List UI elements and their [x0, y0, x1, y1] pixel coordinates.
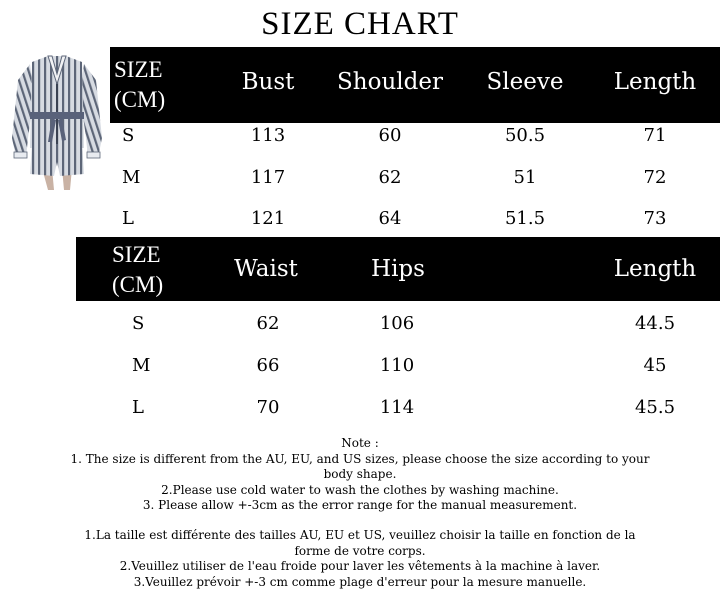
value-cell: 106	[379, 313, 415, 334]
value-cell: 64	[378, 208, 402, 229]
size-label-line2: (CM)	[112, 272, 164, 297]
size-chart-bottom-table	[76, 237, 720, 427]
header-sleeve: Sleeve	[486, 69, 564, 95]
value-cell: 51.5	[504, 208, 546, 229]
size-cell: M	[122, 167, 141, 188]
table-header	[76, 237, 720, 301]
value-cell: 117	[250, 167, 286, 188]
value-cell: 121	[250, 208, 286, 229]
notes-english	[0, 436, 720, 514]
notes-french	[0, 528, 720, 590]
value-cell: 113	[250, 125, 286, 146]
header-hips: Hips	[371, 256, 425, 282]
value-cell: 70	[256, 397, 280, 418]
note-line: forme de votre corps.	[294, 543, 426, 558]
note-line: 3. Please allow +-3cm as the error range for the manual measurement.	[142, 498, 578, 512]
note-line: 1.La taille est différente des tailles AU, EU et US, veuillez choisir la taille en fonction de la	[84, 528, 636, 542]
header-bust: Bust	[241, 69, 295, 95]
value-cell: 51	[513, 167, 537, 188]
value-cell: 50.5	[504, 125, 546, 146]
note-line: 1. The size is different from the AU, EU, and US sizes, please choose the size according to your	[70, 451, 650, 466]
note-line: body shape.	[323, 467, 397, 481]
table-header	[110, 47, 720, 123]
size-cell: L	[132, 397, 144, 418]
note-line: 2.Veuillez utiliser de l'eau froide pour laver les vêtements à la machine à laver.	[119, 559, 601, 573]
header-length: Length	[613, 69, 697, 95]
size-cm-label	[112, 240, 163, 300]
size-label-line2: (CM)	[114, 87, 166, 112]
size-cell: S	[122, 125, 135, 146]
value-cell: 114	[379, 397, 415, 418]
value-cell: 60	[378, 125, 402, 146]
value-cell: 71	[643, 125, 667, 146]
size-cell: M	[132, 355, 151, 376]
value-cell: 62	[256, 313, 280, 334]
note-line: 3.Veuillez prévoir +-3 cm comme plage d'erreur pour la mesure manuelle.	[133, 574, 587, 589]
value-cell: 110	[379, 355, 415, 376]
value-cell: 66	[256, 355, 280, 376]
size-cell: L	[122, 208, 134, 229]
value-cell: 44.5	[634, 313, 676, 334]
page-title: SIZE CHART	[261, 6, 459, 42]
header-waist: Waist	[234, 256, 298, 282]
header-length: Length	[613, 256, 697, 282]
value-cell: 62	[378, 167, 402, 188]
value-cell: 72	[643, 167, 667, 188]
value-cell: 45.5	[634, 397, 676, 418]
size-label-line1: SIZE	[112, 242, 161, 267]
value-cell: 45	[643, 355, 667, 376]
striped-shirt-shorts-set-icon	[8, 50, 106, 190]
note-line: 2.Please use cold water to wash the clothes by washing machine.	[161, 482, 559, 497]
size-cm-label	[114, 55, 165, 115]
header-shoulder: Shoulder	[337, 69, 443, 95]
notes-heading: Note :	[341, 436, 379, 450]
value-cell: 73	[643, 208, 667, 229]
size-chart-top-table	[110, 47, 720, 237]
size-cell: S	[132, 313, 145, 334]
size-label-line1: SIZE	[114, 57, 163, 82]
